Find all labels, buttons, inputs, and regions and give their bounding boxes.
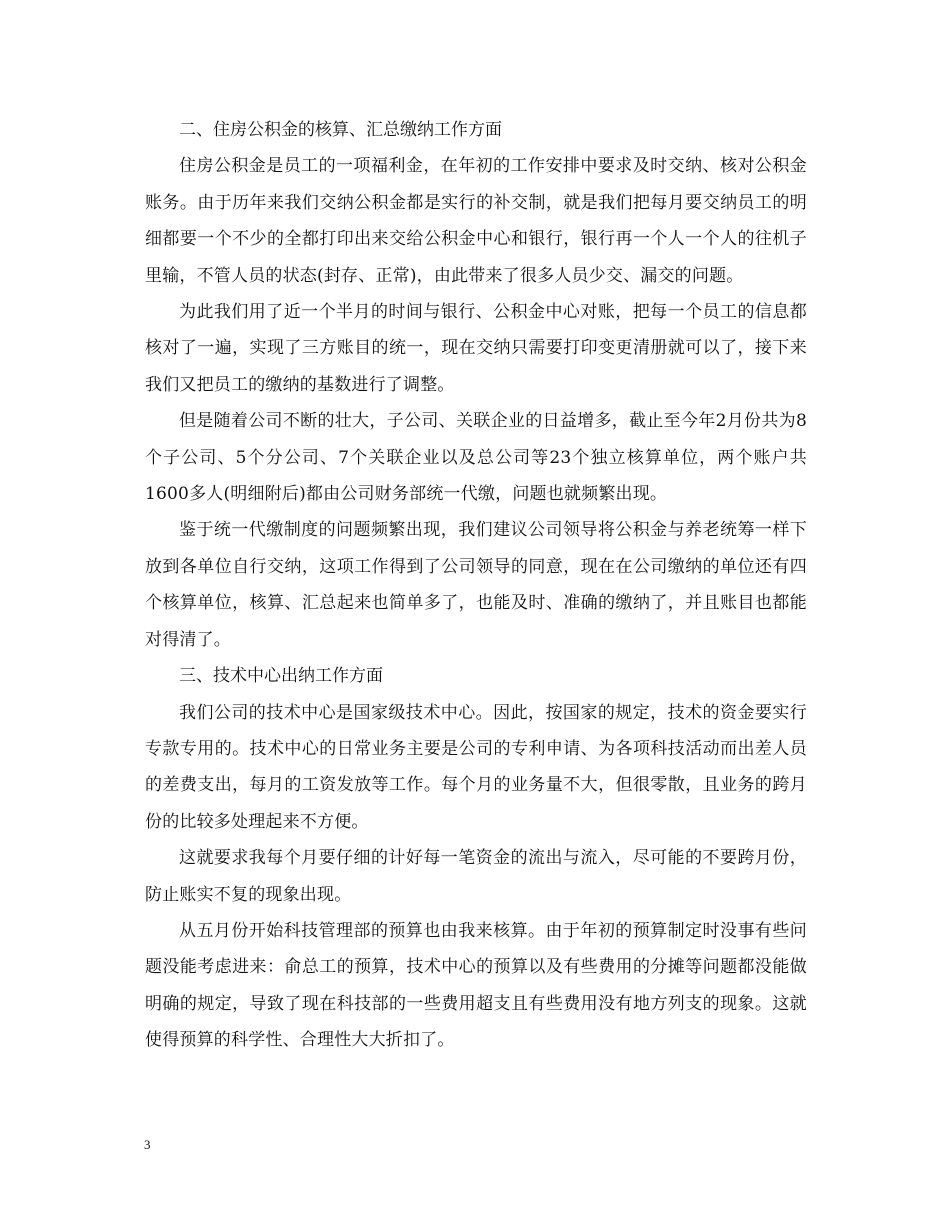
section-heading-tech-center: 三、技术中心出纳工作方面 [179,666,383,687]
paragraph: 但是随着公司不断的壮大，子公司、关联企业的日益增多，截止至今年2月份共为8个子公司、5个分公司、7个关联企业以及总公司等23个独立核算单位，两个账户共1600多人(明细附后)都由公司财务部统一代缴，问题也就频繁出现。 [145,411,807,505]
paragraph: 为此我们用了近一个半月的时间与银行、公积金中心对账，把每一个员工的信息都核对了一遍，实现了三方账目的统一，现在交纳只需要打印变更清册就可以了，接下来我们又把员工的缴纳的基数进行了调整。 [145,302,807,395]
document-body [145,112,807,1059]
paragraph: 我们公司的技术中心是国家级技术中心。因此，按国家的规定，技术的资金要实行专款专用的。技术中心的日常业务主要是公司的专利申请、为各项科技活动而出差人员的差费支出，每月的工资发放等工作。每个月的业务量不大，但很零散，且业务的跨月份的比较多处理起来不方便。 [145,702,807,832]
page-number: 3 [144,1137,151,1152]
paragraph: 鉴于统一代缴制度的问题频繁出现，我们建议公司领导将公积金与养老统筹一样下放到各单位自行交纳，这项工作得到了公司领导的同意，现在在公司缴纳的单位还有四个核算单位，核算、汇总起来也简单多了，也能及时、准确的缴纳了，并且账目也都能对得清了。 [145,520,807,650]
section-heading-housing-fund: 二、住房公积金的核算、汇总缴纳工作方面 [179,120,502,140]
paragraph: 这就要求我每个月要仔细的计好每一笔资金的流出与流入，尽可能的不要跨月份，防止账实不复的现象出现。 [145,848,807,905]
paragraph: 从五月份开始科技管理部的预算也由我来核算。由于年初的预算制定时没事有些问题没能考虑进来：俞总工的预算，技术中心的预算以及有些费用的分摊等问题都没能做明确的规定，导致了现在科技部的一些费用超支且有些费用没有地方列支的现象。这就使得预算的科学性、合理性大大折扣了。 [145,920,807,1051]
paragraph: 住房公积金是员工的一项福利金，在年初的工作安排中要求及时交纳、核对公积金账务。由于历年来我们交纳公积金都是实行的补交制，就是我们把每月要交纳员工的明细都要一个不少的全都打印出来交给公积金中心和银行，银行再一个人一个人的往机子里输，不管人员的状态(封存、正常)，由此带来了很多人员少交、漏交的问题。 [145,156,807,286]
